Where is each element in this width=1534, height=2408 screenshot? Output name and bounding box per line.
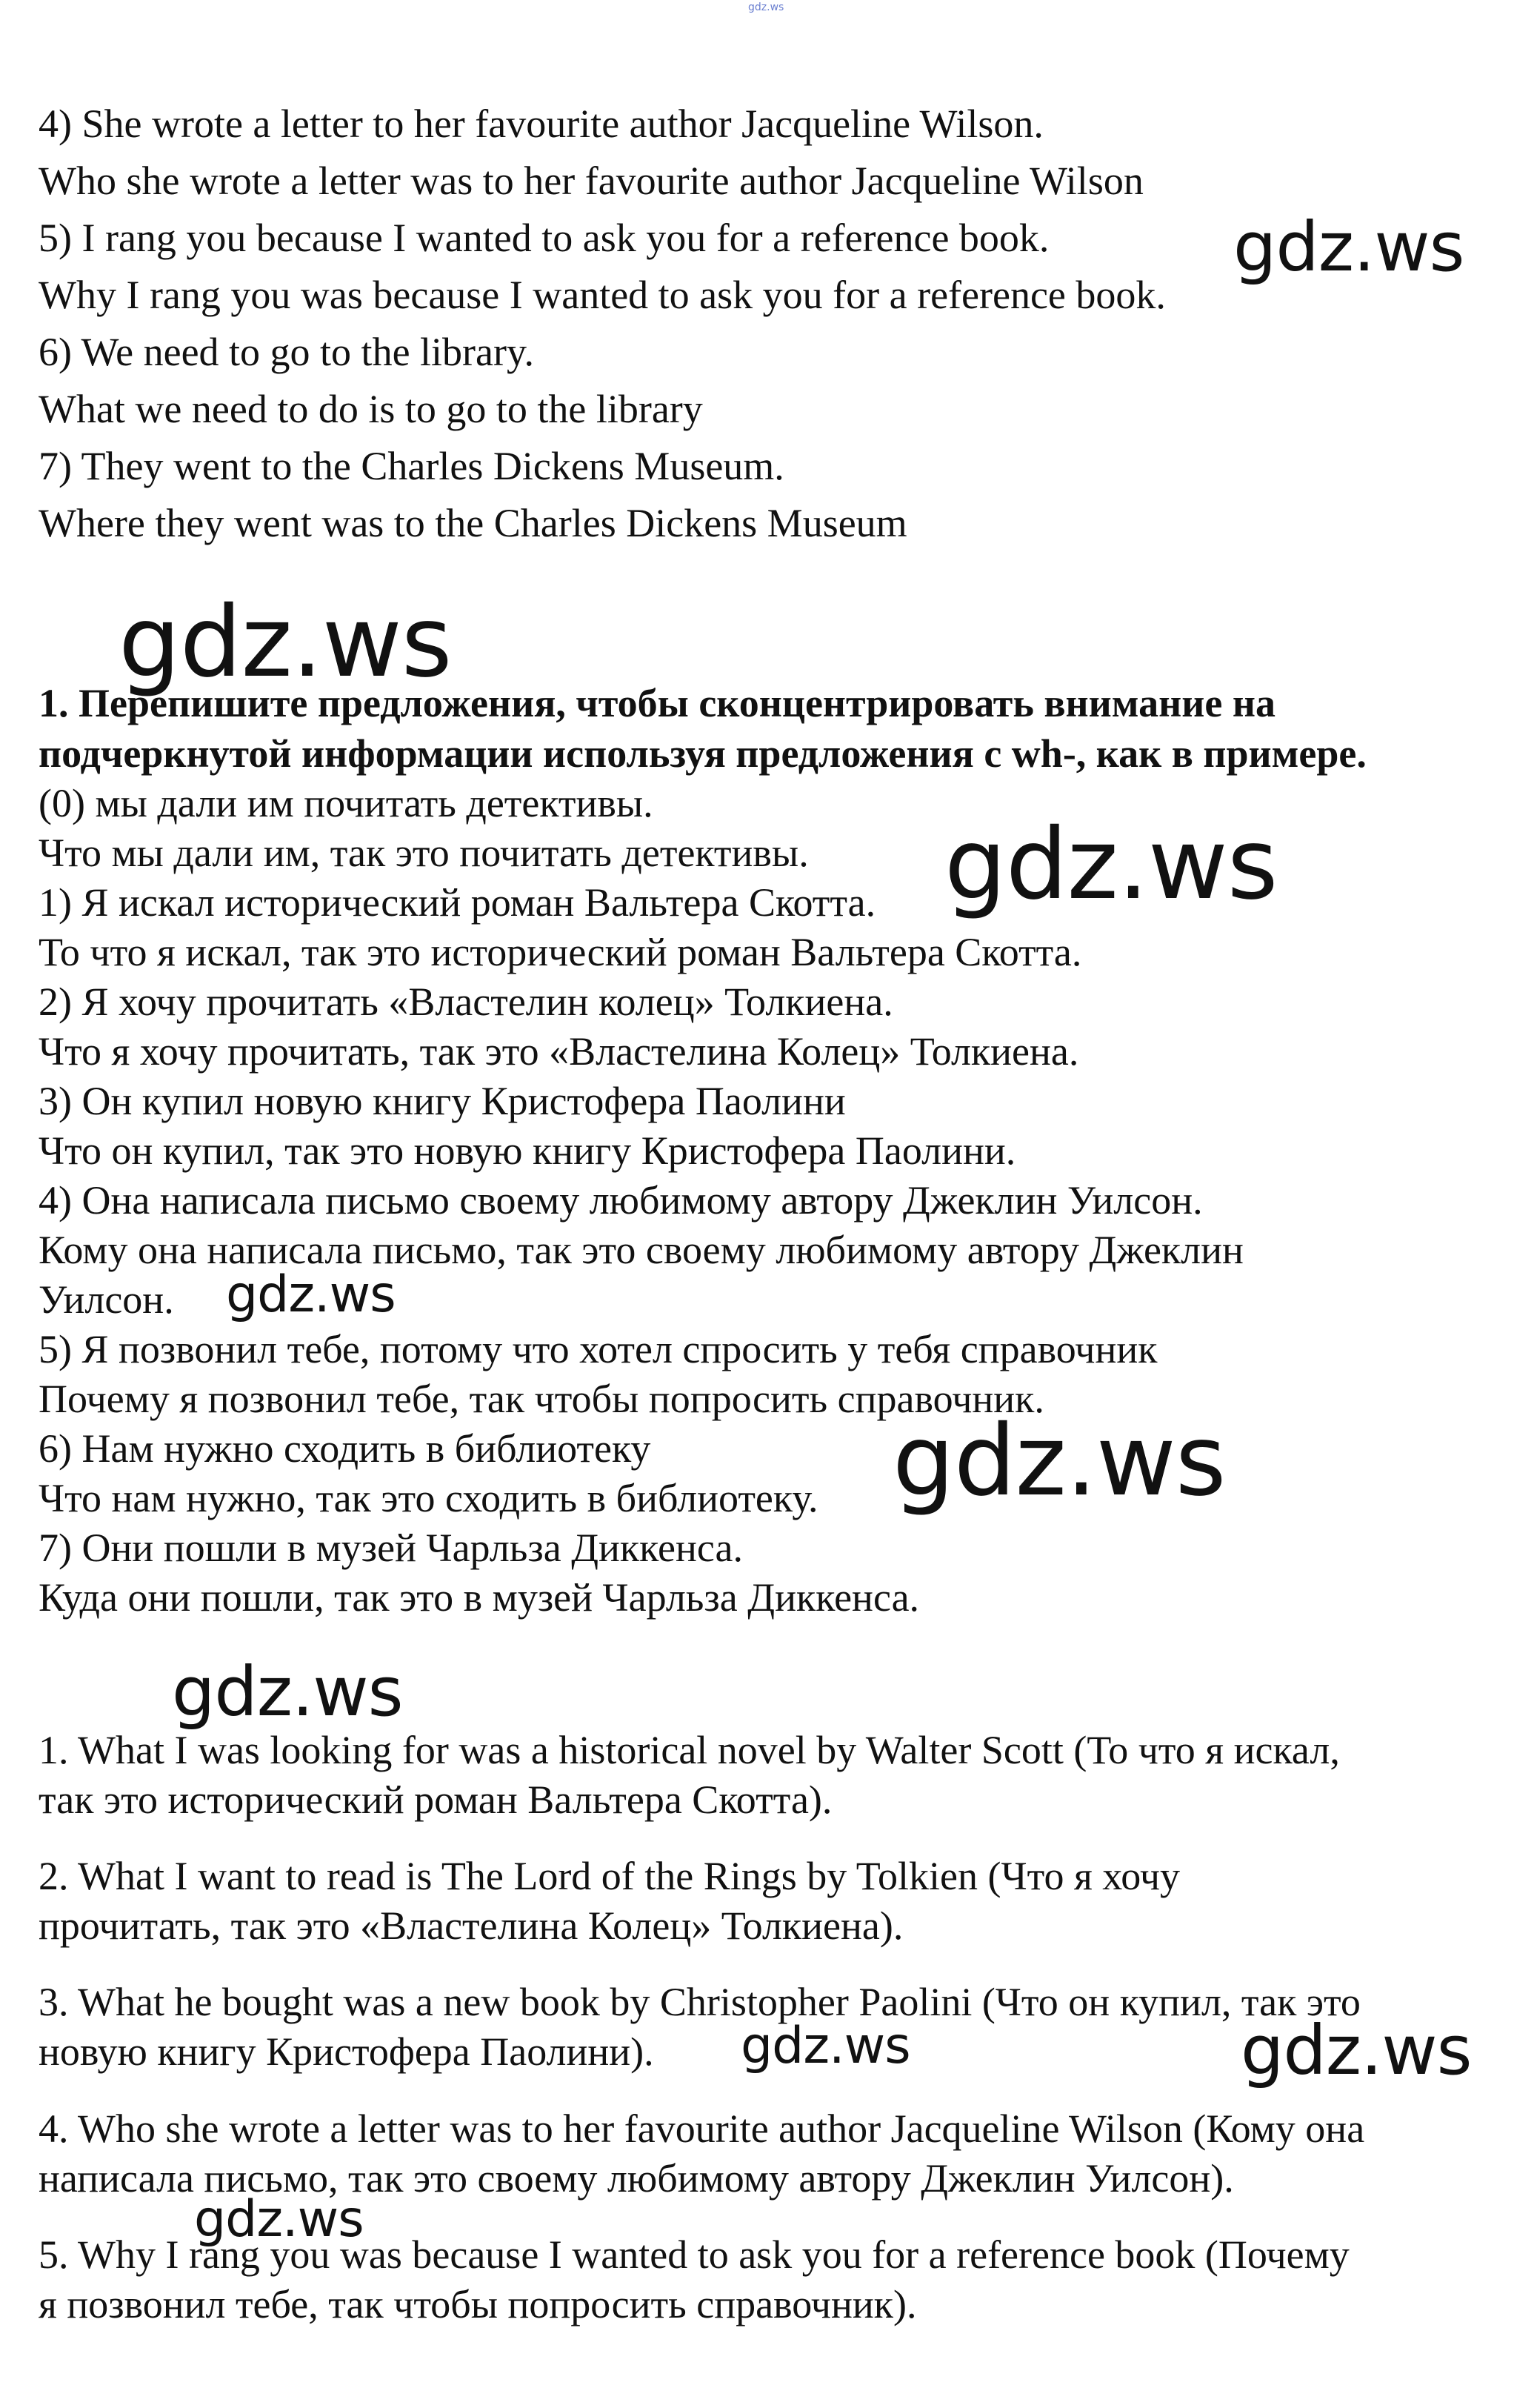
text-line: Что мы дали им, так это почитать детективы. — [39, 831, 809, 875]
text-line: Что нам нужно, так это сходить в библиотеку. — [39, 1476, 818, 1520]
text-line: 5) Я позвонил тебе, потому что хотел спросить у тебя справочник — [39, 1327, 1158, 1371]
text-line: What we need to do is to go to the library — [39, 387, 703, 431]
watermark-logo: gdz.ws — [119, 585, 452, 699]
watermark-logo: gdz.ws — [893, 1404, 1226, 1518]
watermark-logo: gdz.ws — [172, 1652, 403, 1732]
answer-line: я позвонил тебе, так чтобы попросить справочник). — [39, 2282, 917, 2326]
text-line: 6) Нам нужно сходить в библиотеку — [39, 1426, 651, 1471]
answer-line: 5. Why I rang you was because I wanted to ask you for a reference book (Почему — [39, 2232, 1350, 2277]
answer-line: прочитать, так это «Властелина Колец» Толкиена). — [39, 1903, 904, 1948]
answer-line: новую книгу Кристофера Паолини). — [39, 2029, 654, 2074]
header-watermark: gdz.ws — [748, 1, 784, 13]
answer-line: так это исторический роман Вальтера Скотта). — [39, 1777, 833, 1822]
answer-line: написала письмо, так это своему любимому автору Джеклин Уилсон). — [39, 2156, 1234, 2201]
answer-line: 2. What I want to read is The Lord of the Rings by Tolkien (Что я хочу — [39, 1854, 1181, 1898]
answer-line: 1. What I was looking for was a historical novel by Walter Scott (То что я искал, — [39, 1728, 1340, 1772]
text-line: Что я хочу прочитать, так это «Властелина Колец» Толкиена. — [39, 1029, 1079, 1074]
watermark-logo: gdz.ws — [1241, 2011, 1472, 2090]
watermark-logo: gdz.ws — [226, 1265, 396, 1324]
watermark-logo: gdz.ws — [741, 2017, 910, 2075]
task-heading-line: подчеркнутой информации используя предложения с wh-, как в примере. — [39, 731, 1367, 776]
text-line: Кому она написала письмо, так это своему любимому автору Джеклин — [39, 1228, 1244, 1272]
text-line: 6) We need to go to the library. — [39, 330, 534, 374]
text-line: Что он купил, так это новую книгу Кристофера Паолини. — [39, 1128, 1016, 1173]
text-line: 7) They went to the Charles Dickens Museum. — [39, 444, 784, 488]
text-line: 2) Я хочу прочитать «Властелин колец» Толкиена. — [39, 980, 893, 1024]
watermark-logo: gdz.ws — [944, 808, 1278, 922]
text-line: Why I rang you was because I wanted to ask you for a reference book. — [39, 273, 1166, 317]
text-line: 4) Она написала письмо своему любимому автору Джеклин Уилсон. — [39, 1178, 1203, 1223]
watermark-logo: gdz.ws — [1233, 207, 1464, 287]
answer-line: 3. What he bought was a new book by Christopher Paolini (Что он купил, так это — [39, 1980, 1361, 2024]
text-line: 5) I rang you because I wanted to ask you for a reference book. — [39, 216, 1050, 260]
task-heading-line: 1. Перепишите предложения, чтобы сконцентрировать внимание на — [39, 681, 1275, 725]
watermark-logo: gdz.ws — [194, 2190, 364, 2249]
text-line: 4) She wrote a letter to her favourite author Jacqueline Wilson. — [39, 102, 1044, 146]
text-line: Who she wrote a letter was to her favourite author Jacqueline Wilson — [39, 159, 1144, 203]
text-line: То что я искал, так это исторический роман Вальтера Скотта. — [39, 930, 1082, 974]
answer-line: 4. Who she wrote a letter was to her favourite author Jacqueline Wilson (Кому она — [39, 2106, 1365, 2151]
text-line: Почему я позвонил тебе, так чтобы попросить справочник. — [39, 1377, 1044, 1421]
text-line: Уилсон. — [39, 1277, 174, 1322]
text-line: 7) Они пошли в музей Чарльза Диккенса. — [39, 1526, 744, 1570]
text-line: Куда они пошли, так это в музей Чарльза Диккенса. — [39, 1575, 920, 1620]
text-line: 3) Он купил новую книгу Кристофера Паолини — [39, 1079, 846, 1123]
text-line: (0) мы дали им почитать детективы. — [39, 781, 653, 825]
text-line: Where they went was to the Charles Dickens Museum — [39, 501, 907, 545]
text-line: 1) Я искал исторический роман Вальтера Скотта. — [39, 880, 876, 925]
